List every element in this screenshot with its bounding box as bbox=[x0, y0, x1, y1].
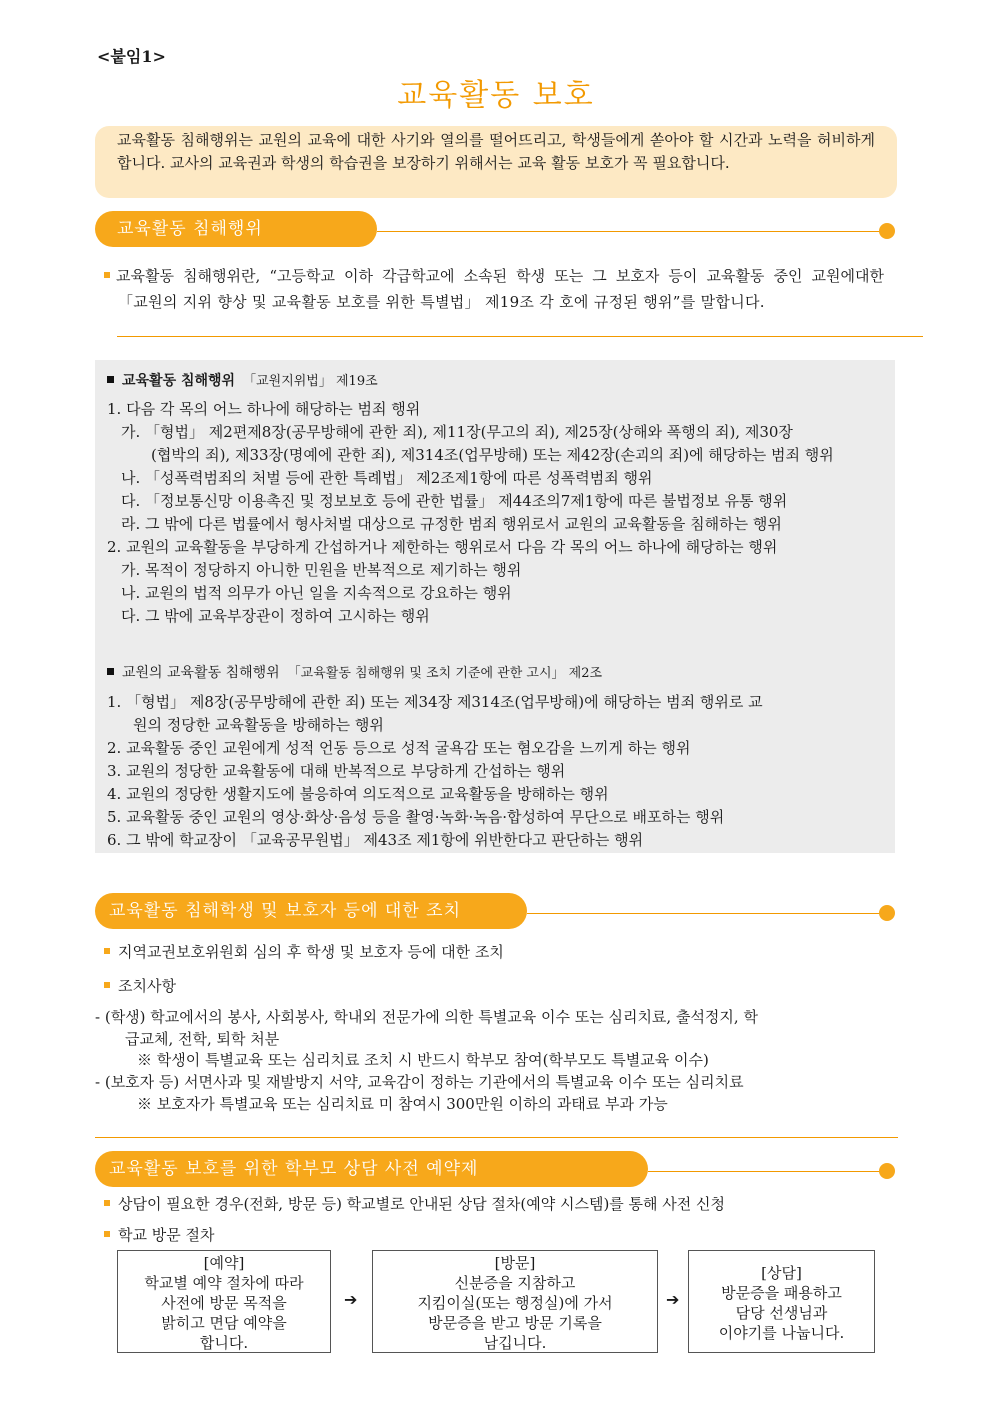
law-reference: 「교원지위법」 제19조 bbox=[243, 374, 378, 389]
section-divider bbox=[377, 231, 882, 232]
bullet-icon bbox=[104, 1231, 110, 1237]
law-line: 3. 교원의 정당한 교육활동에 대해 반복적으로 부당하게 간섭하는 행위 bbox=[107, 762, 566, 780]
section-heading-reservation: 교육활동 보호를 위한 학부모 상담 사전 예약제 bbox=[95, 1151, 648, 1187]
law-line: 5. 교육활동 중인 교원의 영상·화상·음성 등을 촬영·녹화·녹음·합성하여 무단으로 배포하는 행위 bbox=[107, 808, 725, 826]
section-dot-icon bbox=[879, 223, 895, 239]
box-heading-text: 교육활동 침해행위 bbox=[122, 373, 236, 389]
step-visit-box bbox=[372, 1250, 658, 1353]
bullet-text: 상담이 필요한 경우(전화, 방문 등) 학교별로 안내된 상담 절차(예약 시스템)를 통해 사전 신청 bbox=[118, 1195, 726, 1213]
section-dot-icon bbox=[879, 905, 895, 921]
law-line: 2. 교육활동 중인 교원에게 성적 언동 등으로 성적 굴욕감 또는 혐오감을 느끼게 하는 행위 bbox=[107, 739, 691, 757]
step-line: 합니다. bbox=[199, 1334, 249, 1352]
box-heading-text: 교원의 교육활동 침해행위 bbox=[122, 665, 280, 681]
intro-text: 교육활동 침해행위는 교원의 교육에 대한 사기와 열의를 떨어뜨리고, 학생들에게 쏟아야 할 시간과 노력을 허비하게 합니다. 교사의 교육권과 학생의 학습권을 보장하기 위해서는 교육 활동 보호가 꼭 필요합니다. bbox=[117, 131, 875, 172]
step-line: 밝히고 면담 예약을 bbox=[161, 1314, 287, 1332]
step-line: 학교별 예약 절차에 따라 bbox=[144, 1274, 304, 1292]
step-line: 방문증을 받고 방문 기록을 bbox=[428, 1314, 602, 1332]
bullet-item bbox=[104, 940, 504, 964]
step-consult-box bbox=[688, 1250, 875, 1353]
bullet-text: 학교 방문 절차 bbox=[118, 1226, 215, 1244]
divider bbox=[95, 1137, 898, 1138]
law-line: 다. 「정보통신망 이용촉진 및 정보보호 등에 관한 법률」 제44조의7제1항에 따른 불법정보 유통 행위 bbox=[121, 492, 788, 510]
definition-line: 「교원의 지위 향상 및 교육활동 보호를 위한 특별법」 제19조 각 호에 규정된 행위”를 말합니다. bbox=[118, 293, 765, 311]
law-line: 나. 교원의 법적 의무가 아닌 일을 지속적으로 강요하는 행위 bbox=[121, 584, 512, 602]
page-title: 교육활동 보호 bbox=[397, 78, 595, 113]
step-title: [상담] bbox=[761, 1264, 802, 1282]
law-line: 나. 「성폭력범죄의 처벌 등에 관한 특례법」 제2조제1항에 따른 성폭력범죄 행위 bbox=[121, 469, 653, 487]
law-line: 라. 그 밖에 다른 법률에서 형사처벌 대상으로 규정한 범죄 행위로서 교원의 교육활동을 침해하는 행위 bbox=[121, 515, 782, 533]
measure-note: ※ 학생이 특별교육 또는 심리치료 조치 시 반드시 학부모 참여(학부모도 특별교육 이수) bbox=[137, 1051, 709, 1069]
step-line: 남깁니다. bbox=[483, 1334, 547, 1352]
step-reservation-box bbox=[117, 1250, 331, 1353]
black-square-icon bbox=[107, 668, 114, 675]
section-divider bbox=[648, 1171, 882, 1172]
divider bbox=[117, 336, 923, 337]
section-dot-icon bbox=[879, 1163, 895, 1179]
law-reference: 「교육활동 침해행위 및 조치 기준에 관한 고시」 제2조 bbox=[287, 666, 603, 681]
attachment-label: <붙임1> bbox=[97, 47, 166, 66]
law-box bbox=[95, 360, 895, 853]
step-line: 방문증을 패용하고 bbox=[721, 1284, 842, 1302]
measure-line: 급교체, 전학, 퇴학 처분 bbox=[125, 1030, 280, 1048]
step-title: [방문] bbox=[494, 1254, 536, 1272]
bullet-text: 조치사항 bbox=[118, 977, 176, 995]
bullet-icon bbox=[104, 272, 110, 278]
step-line: 이야기를 나눕니다. bbox=[718, 1324, 845, 1342]
law-line: 2. 교원의 교육활동을 부당하게 간섭하거나 제한하는 행위로서 다음 각 목의 어느 하나에 해당하는 행위 bbox=[107, 538, 778, 556]
bullet-icon bbox=[104, 1200, 110, 1206]
arrow-right-icon: ➔ bbox=[344, 1290, 358, 1309]
arrow-right-icon: ➔ bbox=[666, 1290, 680, 1309]
step-title: [예약] bbox=[203, 1254, 245, 1272]
intro-box bbox=[95, 126, 897, 198]
section-heading-measures: 교육활동 침해학생 및 보호자 등에 대한 조치 bbox=[95, 893, 527, 929]
law-line: 1. 「형법」 제8장(공무방해에 관한 죄) 또는 제34장 제314조(업무방해)에 해당하는 범죄 행위로 교 bbox=[107, 693, 763, 711]
law-line: 원의 정당한 교육활동을 방해하는 행위 bbox=[133, 716, 384, 734]
law-line: (협박의 죄), 제33장(명예에 관한 죄), 제314조(업무방해) 또는 제42장(손괴의 죄)에 해당하는 범죄 행위 bbox=[151, 446, 834, 464]
bullet-text: 지역교권보호위원회 심의 후 학생 및 보호자 등에 대한 조치 bbox=[118, 943, 504, 961]
section-divider bbox=[527, 913, 882, 914]
bullet-icon bbox=[104, 948, 110, 954]
measure-line: - (보호자 등) 서면사과 및 재발방지 서약, 교육감이 정하는 기관에서의 특별교육 이수 또는 심리치료 bbox=[95, 1073, 744, 1091]
definition-block bbox=[104, 264, 884, 314]
law-box-heading bbox=[107, 370, 378, 390]
law-line: 4. 교원의 정당한 생활지도에 불응하여 의도적으로 교육활동을 방해하는 행위 bbox=[107, 785, 609, 803]
bullet-item bbox=[104, 1223, 214, 1247]
law-line: 6. 그 밖에 학교장이 「교육공무원법」 제43조 제1항에 위반한다고 판단하는 행위 bbox=[107, 831, 644, 849]
step-line: 사전에 방문 목적을 bbox=[161, 1294, 287, 1312]
step-line: 지킴이실(또는 행정실)에 가서 bbox=[417, 1294, 613, 1312]
law-line: 가. 「형법」 제2편제8장(공무방해에 관한 죄), 제11장(무고의 죄), 제25장(상해와 폭행의 죄), 제30장 bbox=[121, 423, 793, 441]
step-line: 담당 선생님과 bbox=[735, 1304, 828, 1322]
law-line: 1. 다음 각 목의 어느 하나에 해당하는 범죄 행위 bbox=[107, 400, 421, 418]
definition-line: 교육활동 침해행위란, “고등학교 이하 각급학교에 소속된 학생 또는 그 보호자 등이 교육활동 중인 교원에대한 bbox=[116, 267, 884, 285]
black-square-icon bbox=[107, 376, 114, 383]
law-box-heading bbox=[107, 662, 602, 682]
measure-line: - (학생) 학교에서의 봉사, 사회봉사, 학내외 전문가에 의한 특별교육 이수 또는 심리치료, 출석정지, 학 bbox=[95, 1008, 758, 1026]
bullet-item bbox=[104, 1192, 725, 1216]
measure-note: ※ 보호자가 특별교육 또는 심리치료 미 참여시 300만원 이하의 과태료 부과 가능 bbox=[137, 1095, 668, 1113]
bullet-icon bbox=[104, 982, 110, 988]
law-line: 가. 목적이 정당하지 아니한 민원을 반복적으로 제기하는 행위 bbox=[121, 561, 522, 579]
section-heading-infringement: 교육활동 침해행위 bbox=[95, 211, 377, 247]
step-line: 신분증을 지참하고 bbox=[454, 1274, 576, 1292]
bullet-item bbox=[104, 974, 176, 998]
law-line: 다. 그 밖에 교육부장관이 정하여 고시하는 행위 bbox=[121, 607, 430, 625]
